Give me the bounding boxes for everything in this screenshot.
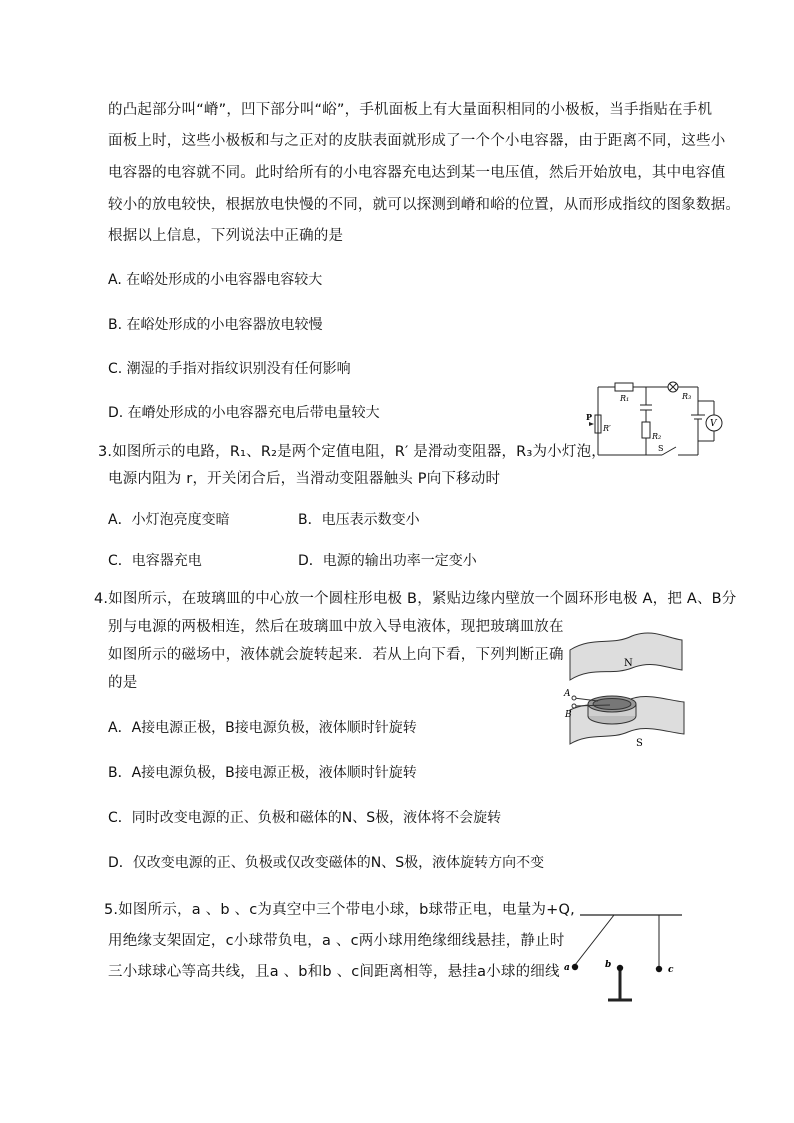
label-s: S <box>636 738 643 749</box>
label-r1: R₁ <box>620 394 630 403</box>
q2-option-c: C. 潮湿的手指对指纹识别没有任何影响 <box>108 361 351 377</box>
q4-option-d: D．仅改变电源的正、负极或仅改变磁体的N、S极，液体旋转方向不变 <box>108 855 545 871</box>
q2-option-d: D. 在嵴处形成的小电容器充电后带电量较大 <box>108 405 380 421</box>
label-rprime: R′ <box>603 424 611 433</box>
intro-line-5: 根据以上信息，下列说法中正确的是 <box>108 228 344 244</box>
q5-line-1: 5.如图所示，a 、b 、c为真空中三个带电小球，b球带正电，电量为+Q, <box>104 902 575 918</box>
q3-option-b: B．电压表示数变小 <box>298 512 420 528</box>
q3-circuit-diagram <box>578 375 728 465</box>
label-p: P <box>586 412 593 422</box>
magnet-n <box>570 633 682 680</box>
q5-line-3: 三小球球心等高共线，且a 、b和b 、c间距离相等，悬挂a小球的细线 <box>108 964 560 980</box>
q4-option-a: A．A接电源正极，B接电源负极，液体顺时针旋转 <box>108 720 417 736</box>
q3-option-a: A．小灯泡亮度变暗 <box>108 512 230 528</box>
intro-line-2: 面板上时，这些小极板和与之正对的皮肤表面就形成了一个个小电容器，由于距离不同，这些小 <box>108 133 726 149</box>
q5-balls-figure <box>560 905 690 1010</box>
label-c: c <box>668 965 674 975</box>
q4-line-4: 的是 <box>108 675 138 691</box>
thread-a <box>575 915 614 965</box>
label-a: a <box>564 963 570 973</box>
ball-a <box>572 964 578 970</box>
label-v: V <box>710 419 717 429</box>
q3-option-d: D．电源的输出功率一定变小 <box>298 553 477 569</box>
q4-line-1: 4.如图所示，在玻璃皿的中心放一个圆柱形电极 B，紧贴边缘内壁放一个圆环形电极 A，把 A、B分 <box>94 591 737 607</box>
q3-option-c: C．电容器充电 <box>108 553 202 569</box>
label-r2: R₂ <box>652 432 662 441</box>
q3-line-2: 电源内阻为 r，开关闭合后，当滑动变阻器触头 P向下移动时 <box>108 471 501 487</box>
label-r3: R₃ <box>682 392 692 401</box>
intro-line-1: 的凸起部分叫“嵴”，凹下部分叫“峪”，手机面板上有大量面积相同的小极板，当手指贴在手机 <box>108 102 713 118</box>
q4-option-c: C．同时改变电源的正、负极和磁体的N、S极，液体将不会旋转 <box>108 810 502 826</box>
intro-line-4: 较小的放电较快，根据放电快慢的不同，就可以探测到嵴和峪的位置，从而形成指纹的图象数据。 <box>108 197 741 213</box>
q5-line-2: 用绝缘支架固定，c小球带负电，a 、c两小球用绝缘细线悬挂，静止时 <box>108 933 565 949</box>
q4-line-3: 如图所示的磁场中，液体就会旋转起来．若从上向下看，下列判断正确 <box>108 647 564 663</box>
q3-line-1: 3.如图所示的电路，R₁、R₂是两个定值电阻，R′ 是滑动变阻器，R₃为小灯泡， <box>98 444 606 460</box>
label-b: b <box>605 960 612 970</box>
slider-arrow <box>589 422 594 426</box>
switch-blade <box>662 447 676 455</box>
ball-b <box>617 965 623 971</box>
q2-option-a: A. 在峪处形成的小电容器电容较大 <box>108 272 323 288</box>
ball-c <box>656 966 662 972</box>
intro-line-3: 电容器的电容就不同。此时给所有的小电容器充电达到某一电压值，然后开始放电，其中电容值 <box>108 165 726 181</box>
label-b: B <box>565 710 572 720</box>
label-n: N <box>624 658 633 669</box>
q4-line-2: 别与电源的两极相连，然后在玻璃皿中放入导电液体，现把玻璃皿放在 <box>108 619 564 635</box>
q4-magnet-figure <box>562 628 692 758</box>
q2-option-b: B. 在峪处形成的小电容器放电较慢 <box>108 317 323 333</box>
q4-option-b: B．A接电源负极，B接电源正极，液体顺时针旋转 <box>108 765 417 781</box>
r1-resistor <box>615 383 633 391</box>
r2-resistor <box>642 422 650 438</box>
label-s: S <box>658 444 664 453</box>
label-a: A <box>564 689 571 699</box>
